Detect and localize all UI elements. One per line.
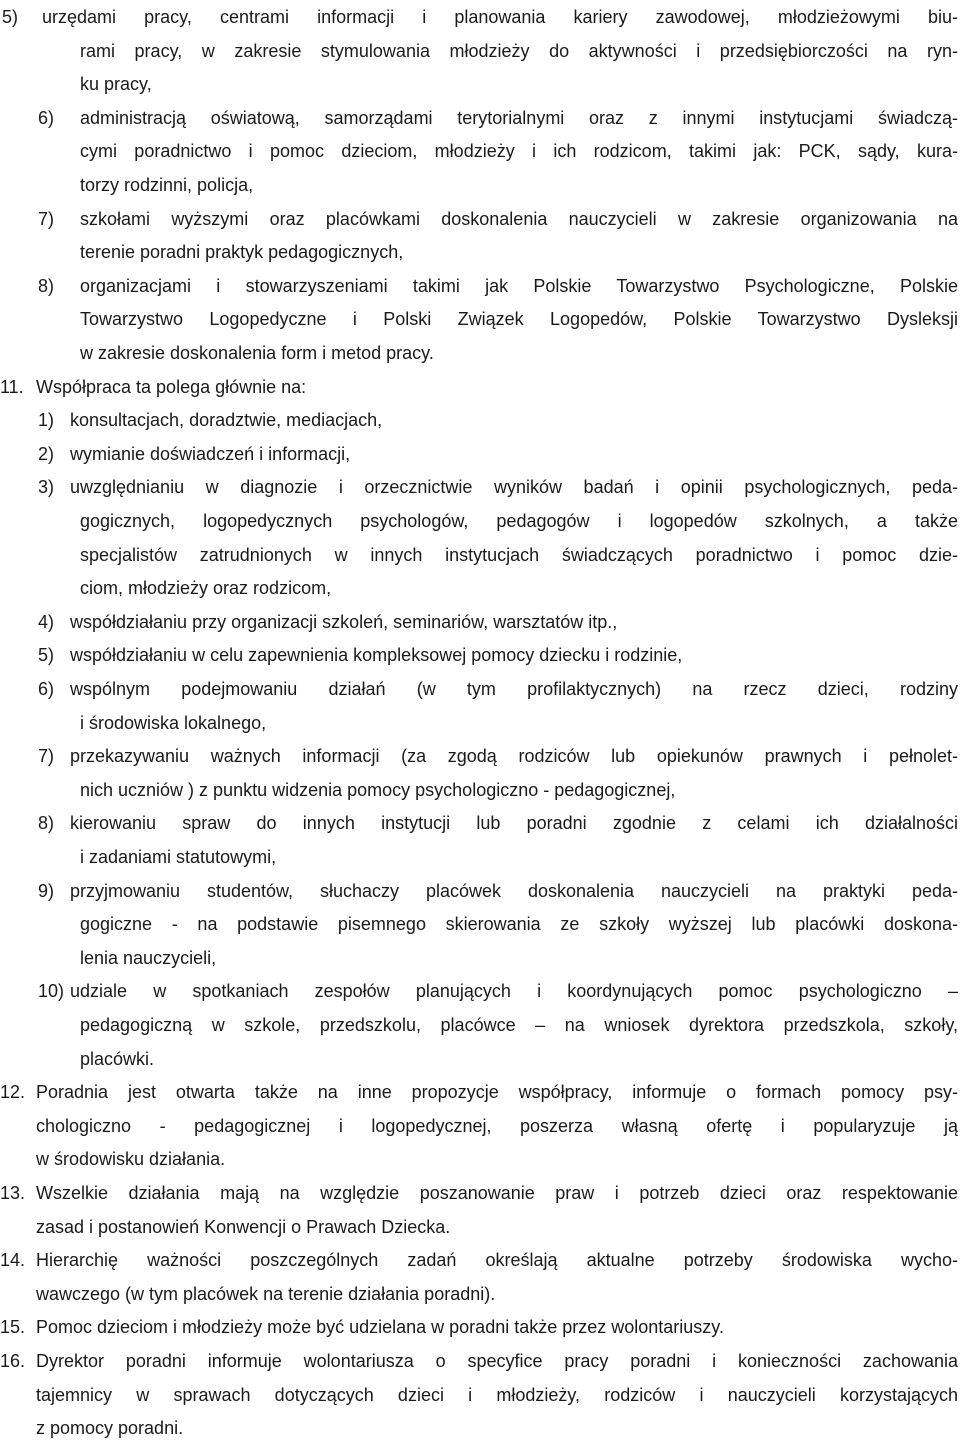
- list-number: 11.: [0, 376, 24, 397]
- text-line: [0, 907, 960, 941]
- text-line: [0, 974, 960, 1008]
- line-text: rami pracy, w zakresie stymulowania młodzieży do aktywności i przedsiębiorczości na ryn-: [80, 40, 958, 61]
- text-line: [0, 941, 960, 975]
- text-line: [0, 504, 960, 538]
- text-line: [0, 706, 960, 740]
- text-line: [0, 470, 960, 504]
- text-line: [0, 571, 960, 605]
- text-line: [0, 538, 960, 572]
- list-number: 5): [38, 645, 55, 666]
- line-text: cymi poradnictwo i pomoc dzieciom, młodzieży i ich rodzicom, takimi jak: PCK, sądy, kura-: [80, 141, 958, 162]
- text-line: [0, 1378, 960, 1412]
- text-line: [0, 134, 960, 168]
- line-text: Hierarchię ważności poszczególnych zadań określają aktualne potrzeby środowiska wycho-: [36, 1250, 958, 1271]
- line-text: uwzględnianiu w diagnozie i orzecznictwie wyników badań i opinii psychologicznych, peda-: [70, 477, 958, 498]
- line-text: terenie poradni praktyk pedagogicznych,: [80, 242, 404, 263]
- text-line: [0, 773, 960, 807]
- text-line: [0, 437, 960, 471]
- line-text: w środowisku działania.: [36, 1149, 226, 1170]
- list-number: 7): [38, 208, 55, 229]
- list-number: 5): [2, 7, 19, 27]
- line-text: pedagogiczną w szkole, przedszkolu, placówce – na wniosek dyrektora przedszkola, szkoły,: [80, 1015, 958, 1035]
- list-number: 6): [38, 107, 55, 128]
- text-line: [0, 403, 960, 437]
- text-line: [0, 34, 960, 68]
- list-number: 9): [38, 880, 55, 901]
- text-line: [0, 638, 960, 672]
- line-text: urzędami pracy, centrami informacji i planowania kariery zawodowej, młodzieżowymi biu-: [42, 7, 958, 27]
- list-number: 6): [38, 679, 55, 699]
- line-text: organizacjami i stowarzyszeniami takimi jak Polskie Towarzystwo Psychologiczne, Polskie: [80, 275, 958, 296]
- line-text: i środowiska lokalnego,: [80, 712, 267, 733]
- list-number: 8): [38, 275, 55, 296]
- text-line: [0, 1075, 960, 1109]
- line-text: specjalistów zatrudnionych w innych instytucjach świadczących poradnictwo i pomoc dzie-: [80, 544, 958, 565]
- line-text: ciom, młodzieży oraz rodzicom,: [80, 578, 332, 599]
- line-text: w zakresie doskonalenia form i metod pracy.: [80, 343, 434, 363]
- list-number: 4): [38, 611, 55, 632]
- line-text: Pomoc dzieciom i młodzieży może być udzielana w poradni także przez wolontariuszy.: [36, 1317, 724, 1338]
- text-line: [0, 605, 960, 639]
- text-line: [0, 874, 960, 908]
- line-text: gogicznych, logopedycznych psychologów, pedagogów i logopedów szkolnych, a także: [80, 511, 958, 531]
- text-line: [0, 1042, 960, 1076]
- text-line: [0, 235, 960, 269]
- text-line: [0, 101, 960, 135]
- line-text: z pomocy poradni.: [36, 1418, 184, 1439]
- text-line: [0, 1142, 960, 1176]
- text-line: [0, 202, 960, 236]
- line-text: kierowaniu spraw do innych instytucji lub poradni zgodnie z celami ich działalności: [70, 813, 958, 834]
- text-line: [0, 0, 960, 34]
- text-line: [0, 269, 960, 303]
- line-text: wspólnym podejmowaniu działań (w tym profilaktycznych) na rzecz dzieci, rodziny: [70, 679, 958, 699]
- list-number: 15.: [0, 1317, 26, 1338]
- list-number: 1): [38, 410, 55, 431]
- line-text: gogiczne - na podstawie pisemnego skierowania ze szkoły wyższej lub placówki doskona-: [80, 914, 958, 935]
- text-line: [0, 840, 960, 874]
- line-text: nich uczniów ) z punktu widzenia pomocy psychologiczno - pedagogicznej,: [80, 779, 676, 800]
- list-number: 8): [38, 813, 55, 834]
- line-text: Współpraca ta polega głównie na:: [36, 376, 307, 397]
- text-line: [0, 1243, 960, 1277]
- text-line: [0, 672, 960, 706]
- line-text: ku pracy,: [80, 74, 152, 95]
- list-number: 13.: [0, 1183, 26, 1203]
- line-text: tajemnicy w sprawach dotyczących dzieci i młodzieży, rodziców i nauczycieli korzystających: [36, 1384, 958, 1405]
- text-line: [0, 739, 960, 773]
- line-text: Dyrektor poradni informuje wolontariusza o specyfice pracy poradni i konieczności zachowania: [36, 1351, 958, 1371]
- text-line: [0, 336, 960, 370]
- line-text: współdziałaniu przy organizacji szkoleń, seminariów, warsztatów itp.,: [70, 611, 618, 632]
- text-line: [0, 1210, 960, 1244]
- list-number: 2): [38, 443, 55, 464]
- line-text: i zadaniami statutowymi,: [80, 847, 277, 867]
- list-number: 16.: [0, 1351, 26, 1371]
- text-line: [0, 1310, 960, 1344]
- text-line: [0, 806, 960, 840]
- line-text: udziale w spotkaniach zespołów planujących i koordynujących pomoc psychologiczno –: [70, 981, 958, 1002]
- line-text: przekazywaniu ważnych informacji (za zgodą rodziców lub opiekunów prawnych i pełnolet-: [70, 746, 958, 767]
- line-text: współdziałaniu w celu zapewnienia kompleksowej pomocy dziecku i rodzinie,: [70, 645, 683, 666]
- text-line: [0, 370, 960, 404]
- line-text: konsultacjach, doradztwie, mediacjach,: [70, 410, 383, 431]
- list-number: 12.: [0, 1082, 26, 1103]
- line-text: zasad i postanowień Konwencji o Prawach Dziecka.: [36, 1216, 451, 1237]
- line-text: szkołami wyższymi oraz placówkami doskonalenia nauczycieli w zakresie organizowania na: [80, 208, 958, 229]
- list-number: 10): [38, 981, 65, 1002]
- text-line: [0, 1411, 960, 1445]
- list-number: 7): [38, 746, 55, 767]
- text-line: [0, 1344, 960, 1378]
- text-line: [0, 168, 960, 202]
- line-text: lenia nauczycieli,: [80, 947, 217, 968]
- text-line: [0, 1176, 960, 1210]
- text-line: [0, 1277, 960, 1311]
- line-text: torzy rodzinni, policja,: [80, 175, 254, 195]
- text-line: [0, 302, 960, 336]
- line-text: placówki.: [80, 1048, 155, 1069]
- text-line: [0, 1109, 960, 1143]
- list-number: 14.: [0, 1250, 26, 1271]
- line-text: chologiczno - pedagogicznej i logopedycznej, poszerza własną ofertę i popularyzuje ją: [36, 1115, 958, 1136]
- text-line: [0, 67, 960, 101]
- line-text: wymianie doświadczeń i informacji,: [70, 443, 351, 464]
- line-text: przyjmowaniu studentów, słuchaczy placówek doskonalenia nauczycieli na praktyki peda-: [70, 880, 958, 901]
- text-line: [0, 1008, 960, 1042]
- line-text: wawczego (w tym placówek na terenie działania poradni).: [36, 1283, 496, 1304]
- line-text: administracją oświatową, samorządami terytorialnymi oraz z innymi instytucjami świadczą-: [80, 107, 958, 128]
- line-text: Wszelkie działania mają na względzie poszanowanie praw i potrzeb dzieci oraz respektowanie: [36, 1183, 958, 1203]
- line-text: Poradnia jest otwarta także na inne propozycje współpracy, informuje o formach pomocy psy-: [36, 1082, 958, 1103]
- list-number: 3): [38, 477, 55, 498]
- line-text: Towarzystwo Logopedyczne i Polski Związek Logopedów, Polskie Towarzystwo Dysleksji: [80, 309, 958, 330]
